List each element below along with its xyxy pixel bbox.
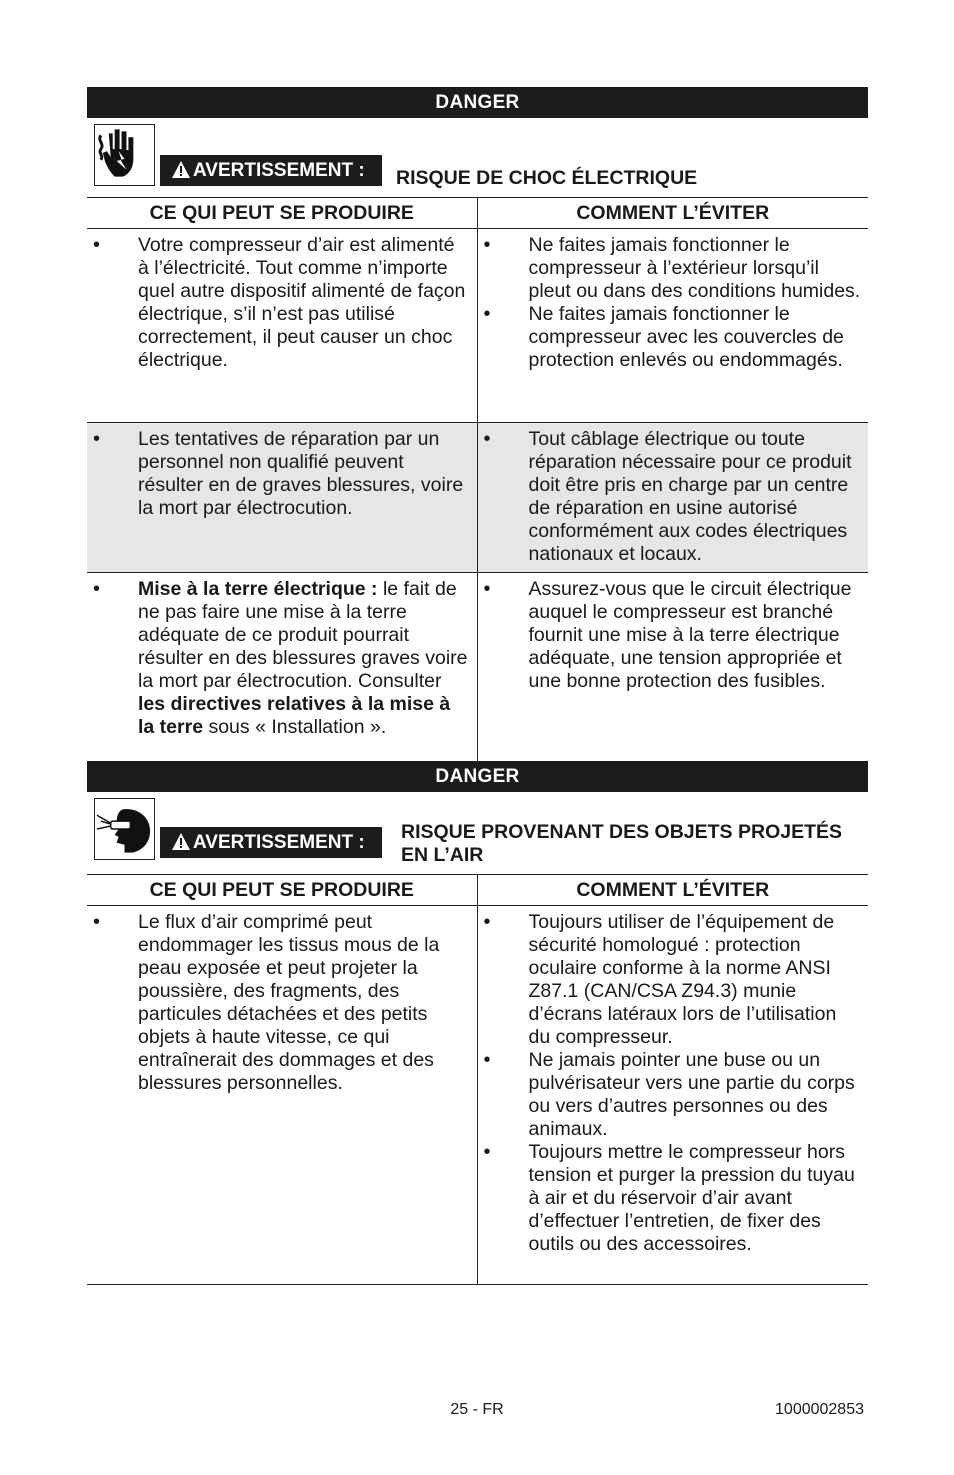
risk-title: RISQUE DE CHOC ÉLECTRIQUE bbox=[396, 167, 698, 189]
bullet-icon: • bbox=[483, 578, 491, 600]
hazard-table bbox=[87, 875, 868, 1285]
prevention-text: Ne faites jamais fonctionner le compresseur avec les couvercles de protection enlevés ou endommagés. bbox=[528, 303, 844, 371]
avertissement-label: AVERTISSEMENT : bbox=[160, 827, 382, 858]
column-header-what: CE QUI PEUT SE PRODUIRE bbox=[87, 875, 477, 906]
risk-title: RISQUE PROVENANT DES OBJETS PROJETÉS EN L’AIR bbox=[401, 821, 843, 866]
prevention-text: Ne faites jamais fonctionner le compresseur à l’extérieur lorsqu’il pleut ou dans des conditions humides. bbox=[528, 234, 861, 302]
hazard-table bbox=[87, 198, 868, 761]
prevention-text: Assurez-vous que le circuit électrique auquel le compresseur est branché fournit une mise à la terre électrique adéquate, une tension appropriée et une bonne protection des fusibles. bbox=[528, 578, 852, 692]
warning-triangle-icon bbox=[172, 833, 190, 850]
hazard-text: Votre compresseur d’air est alimenté à l’électricité. Tout comme n’importe quel autre dispositif alimenté de façon électrique, s’il n’est pas utilisé correctement, il peut causer un choc électrique. bbox=[138, 234, 466, 371]
bullet-icon: • bbox=[93, 234, 101, 256]
eye-protection-head-icon bbox=[94, 798, 155, 860]
column-header-what: CE QUI PEUT SE PRODUIRE bbox=[87, 198, 477, 229]
avertissement-label: AVERTISSEMENT : bbox=[160, 155, 382, 186]
table-row bbox=[87, 573, 868, 762]
warning-header bbox=[87, 118, 868, 198]
grounding-label: Mise à la terre électrique : bbox=[138, 578, 378, 600]
column-header-how: COMMENT L’ÉVITER bbox=[477, 198, 868, 229]
safety-page bbox=[87, 87, 868, 1285]
hazard-text: Mise à la terre électrique : le fait de ne pas faire une mise à la terre adéquate de ce produit pourrait résulter en des blessures graves voire la mort par électrocution. Consulter les directives relatives à la mise à la terre sous « Installation ». bbox=[138, 578, 468, 738]
prevention-text: Toujours mettre le compresseur hors tension et purger la pression du tuyau à air et du réservoir d’air avant d’effectuer l’entretien, de fixer des outils ou des accessoires. bbox=[528, 1141, 855, 1255]
prevention-text: Ne jamais pointer une buse ou un pulvérisateur vers une partie du corps ou vers d’autres personnes ou des animaux. bbox=[528, 1049, 855, 1140]
electric-shock-hand-icon bbox=[94, 124, 155, 186]
table-row bbox=[87, 423, 868, 573]
document-number: 1000002853 bbox=[775, 1401, 864, 1418]
table-row bbox=[87, 229, 868, 423]
hazard-text: Le flux d’air comprimé peut endommager les tissus mous de la peau exposée et peut projeter la poussière, des fragments, des particules détachées et des petits objets à haute vitesse, ce qui entraînerait des dommages et des blessures personnelles. bbox=[138, 911, 440, 1094]
bullet-icon: • bbox=[483, 303, 491, 325]
danger-banner: DANGER bbox=[87, 87, 868, 118]
bullet-icon: • bbox=[483, 428, 491, 450]
column-header-how: COMMENT L’ÉVITER bbox=[477, 875, 868, 906]
page-number: 25 - FR bbox=[450, 1401, 504, 1418]
danger-banner: DANGER bbox=[87, 761, 868, 792]
prevention-text: Tout câblage électrique ou toute réparation nécessaire pour ce produit doit être pris en charge par un centre de réparation en usine autorisé conformément aux codes électriques nationaux et locaux. bbox=[528, 428, 852, 565]
bullet-icon: • bbox=[93, 578, 101, 600]
warning-header bbox=[87, 792, 868, 875]
bullet-icon: • bbox=[483, 1049, 491, 1071]
bullet-icon: • bbox=[483, 911, 491, 933]
bullet-icon: • bbox=[93, 428, 101, 450]
bullet-icon: • bbox=[483, 1141, 491, 1163]
hazard-text: Les tentatives de réparation par un personnel non qualifié peuvent résulter en de graves blessures, voire la mort par électrocution. bbox=[138, 428, 464, 519]
prevention-text: Toujours utiliser de l’équipement de sécurité homologué : protection oculaire conforme à la norme ANSI Z87.1 (CAN/CSA Z94.3) munie d’écrans latéraux lors de l’utilisation du compresseur. bbox=[528, 911, 837, 1048]
bullet-icon: • bbox=[93, 911, 101, 933]
table-row bbox=[87, 906, 868, 1285]
warning-triangle-icon bbox=[172, 161, 190, 178]
bullet-icon: • bbox=[483, 234, 491, 256]
grounding-directives-label: les directives relatives à la mise à la terre bbox=[138, 693, 451, 738]
